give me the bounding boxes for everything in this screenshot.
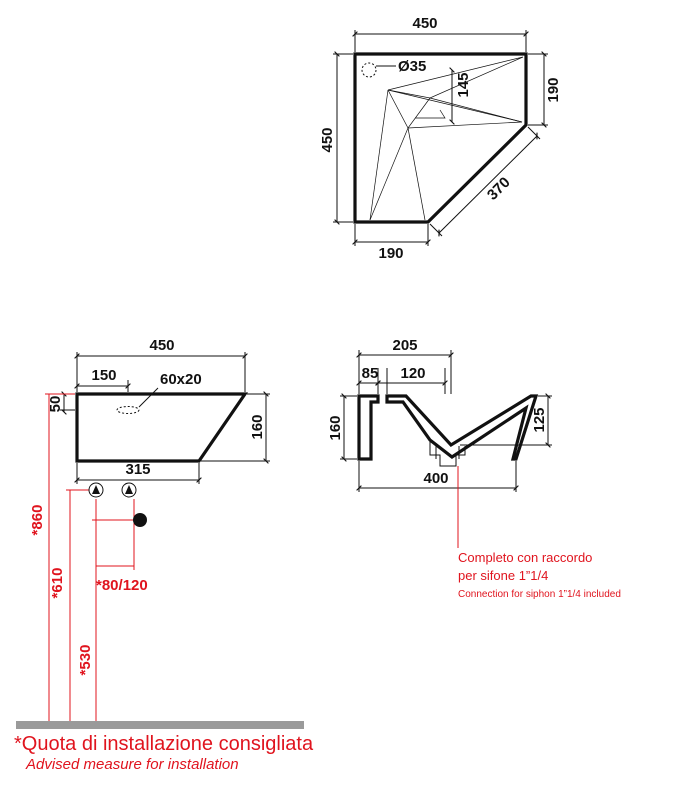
side-basin-depth-label: 125 (531, 407, 548, 433)
tap-hole (362, 63, 376, 77)
top-height-label: 450 (319, 127, 336, 153)
side-offset-label: 85 (361, 365, 379, 382)
side-length-label: 400 (423, 470, 449, 487)
tap-symbol-right (122, 483, 136, 497)
side-height-label: 160 (327, 415, 344, 441)
top-bottom-label: 190 (378, 245, 404, 262)
spacing-label: *80/120 (96, 577, 148, 594)
front-view-outline (77, 394, 245, 461)
side-total-label: 205 (392, 337, 418, 354)
drain-symbol (133, 513, 147, 527)
top-diagonal-label: 370 (483, 173, 514, 204)
front-view (47, 337, 270, 484)
top-view (319, 15, 562, 262)
tap-symbol-left (89, 483, 103, 497)
front-bottom-width-label: 315 (125, 461, 151, 478)
side-inner-label: 120 (400, 365, 426, 382)
top-depth-label: 145 (455, 72, 472, 98)
height-total-label: *860 (29, 504, 46, 536)
overflow-slot (117, 407, 139, 414)
installation-dimensions (16, 394, 304, 729)
front-hole-offset-label: 150 (91, 367, 117, 384)
front-width-label: 450 (149, 337, 175, 354)
siphon-note-line1: Completo con raccordo (458, 550, 593, 565)
top-right-label: 190 (545, 77, 562, 103)
front-height-label: 160 (249, 414, 266, 440)
side-view (327, 337, 552, 548)
installation-footer (14, 733, 313, 775)
height-tap-label: *610 (49, 567, 66, 599)
siphon-note-line3: Connection for siphon 1”1/4 included (458, 589, 621, 600)
top-width-label: 450 (412, 15, 438, 32)
overflow-label: 60x20 (160, 371, 202, 388)
side-view-outline (359, 396, 378, 459)
footer-title: *Quota di installazione consigliata (14, 733, 314, 755)
footer-subtitle: Advised measure for installation (26, 756, 239, 773)
height-drain-label: *530 (77, 644, 94, 676)
front-top-offset-label: 50 (47, 395, 64, 413)
floor (16, 721, 304, 729)
siphon-note-line2: per sifone 1”1/4 (458, 568, 549, 583)
tap-hole-label: Ø35 (398, 58, 427, 75)
